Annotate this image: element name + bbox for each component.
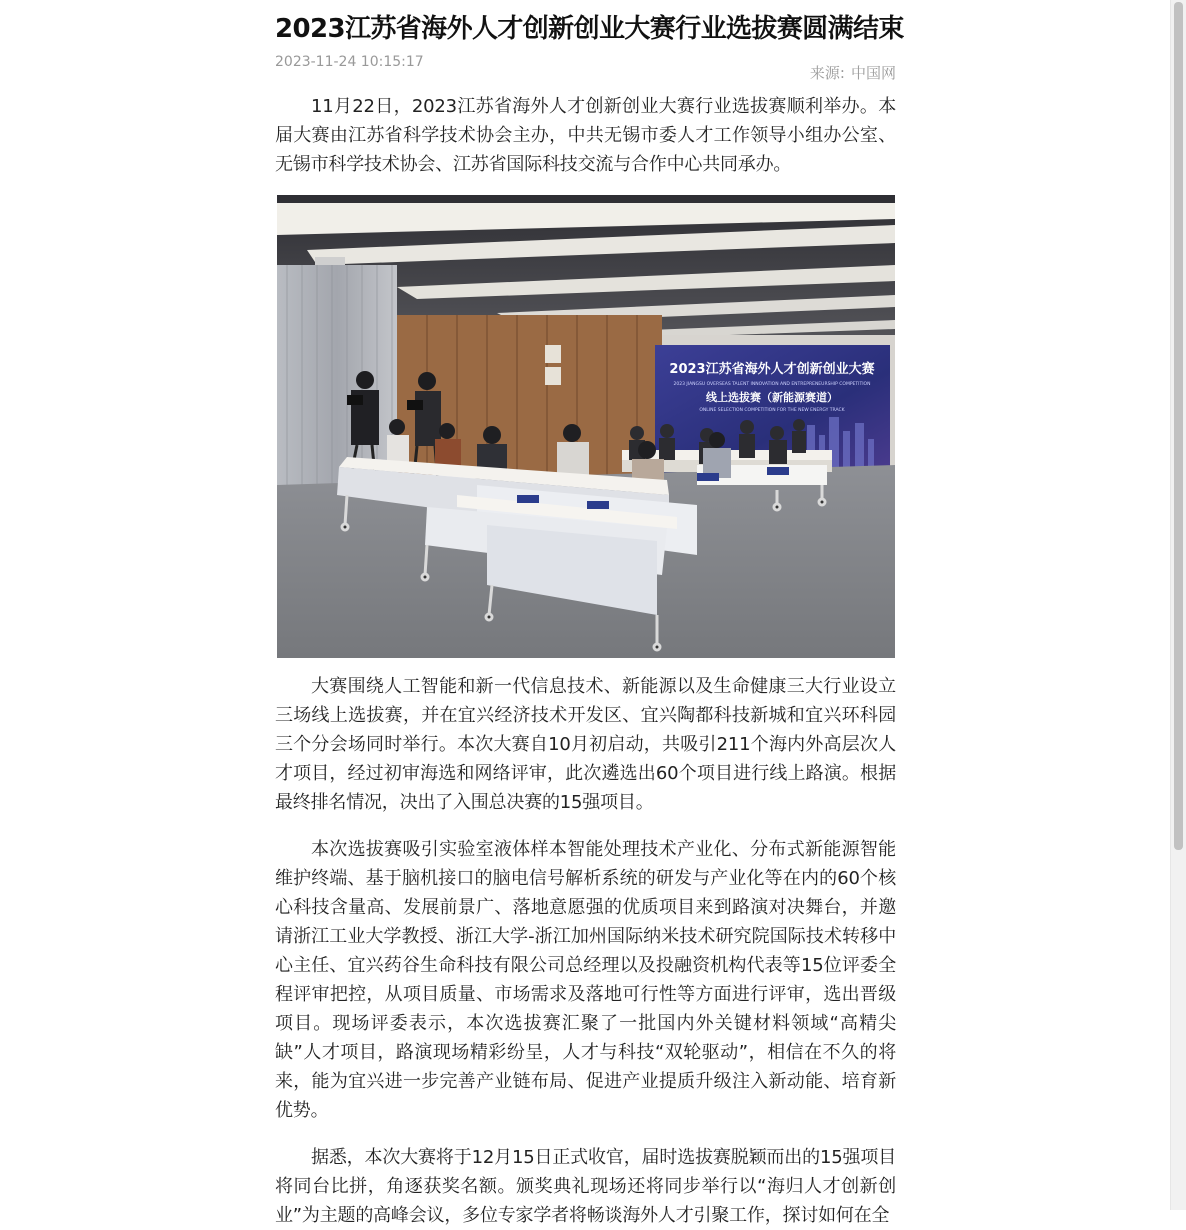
publish-date: 2023-11-24 10:15:17 xyxy=(275,54,424,70)
banner-sub-english: ONLINE SELECTION COMPETITION FOR THE NEW ENERGY TRACK xyxy=(699,408,845,413)
paragraph-2: 大赛围绕人工智能和新一代信息技术、新能源以及生命健康三大行业设立三场线上选拔赛，并在宜兴经济技术开发区、宜兴陶都科技新城和宜兴环科园三个分会场同时举行。本次大赛自10月初启动，共吸引211个海内外高层次人才项目，经过初审海选和网络评审，此次遴选出60个项目进行线上路演。根据最终排名情况，决出了入围总决赛的15强项目。 xyxy=(275,676,896,813)
paragraph-4: 据悉，本次大赛将于12月15日正式收官，届时选拔赛脱颖而出的15强项目将同台比拼，角逐获奖名额。颁奖典礼现场还将同步举行以“海归人才创新创业”为主题的高峰会议，多位专家学者将畅谈海外人才引聚工作，探讨如何在全 xyxy=(275,1147,896,1226)
article-photo xyxy=(277,195,895,658)
banner-title: 2023江苏省海外人才创新创业大赛 xyxy=(669,362,875,377)
source xyxy=(810,62,896,83)
article-meta xyxy=(275,50,896,80)
vertical-scrollbar[interactable] xyxy=(1170,0,1186,1210)
paragraph-1: 11月22日，2023江苏省海外人才创新创业大赛行业选拔赛顺利举办。本届大赛由江苏省科学技术协会主办，中共无锡市委人才工作领导小组办公室、无锡市科学技术协会、江苏省国际科技交流与合作中心共同承办。 xyxy=(275,96,896,175)
article xyxy=(275,0,904,1230)
article-title: 2023江苏省海外人才创新创业大赛行业选拔赛圆满结束 xyxy=(275,14,904,44)
source-name: 中国网 xyxy=(850,64,896,82)
source-label: 来源: xyxy=(809,64,845,82)
paragraph-3: 本次选拔赛吸引实验室液体样本智能处理技术产业化、分布式新能源智能维护终端、基于脑机接口的脑电信号解析系统的研发与产业化等在内的60个核心科技含量高、发展前景广、落地意愿强的优质项目来到路演对决舞台，并邀请浙江工业大学教授、浙江大学-浙江加州国际纳米技术研究院国际技术转移中心主任、宜兴药谷生命科技有限公司总经理以及投融资机构代表等15位评委全程评审把控，从项目质量、市场需求及落地可行性等方面进行评审，选出晋级项目。现场评委表示，本次选拔赛汇聚了一批国内外关键材料领域“高精尖缺”人才项目，路演现场精彩纷呈，人才与科技“双轮驱动”，相信在不久的将来，能为宜兴进一步完善产业链布局、促进产业提质升级注入新动能、培育新优势。 xyxy=(275,839,896,1121)
conference-room-photo xyxy=(277,195,895,658)
banner-english: 2023 JIANGSU OVERSEAS TALENT INNOVATION AND ENTREPRENEURSHIP COMPETITION xyxy=(673,382,871,387)
scrollbar-thumb[interactable] xyxy=(1174,2,1183,850)
banner-subtitle: 线上选拔赛（新能源赛道） xyxy=(706,391,838,404)
